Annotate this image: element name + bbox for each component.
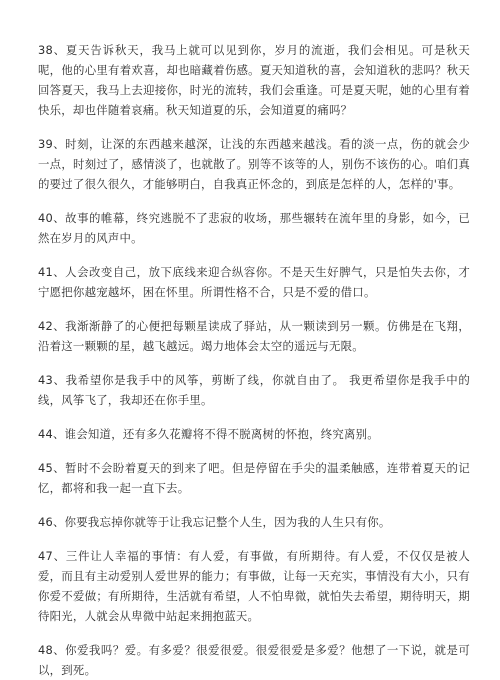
list-item: 41、人会改变自己，放下底线来迎合纵容你。不是天生好脾气，只是怕失去你，才宁愿把你越宠越坏，困在怀里。所谓性格不合，只是不爱的借口。 bbox=[38, 265, 470, 299]
list-item: 42、我渐渐静了的心便把每颗星读成了驿站，从一颗读到另一颗。仿佛是在飞翔，沿着这一颗颗的星，越飞越远。竭力地体会太空的遥远与无限。 bbox=[38, 319, 470, 353]
list-item: 45、暂时不会盼着夏天的到来了吧。但是停留在手尖的温柔触感，连带着夏天的记忆，都将和我一起一直下去。 bbox=[38, 461, 470, 495]
list-item: 48、你爱我吗？爱。有多爱？很爱很爱。很爱很爱是多爱？他想了一下说，就是可以，到死。 bbox=[38, 643, 470, 677]
list-item: 43、我希望你是我手中的风筝，剪断了线，你就自由了。 我更希望你是我手中的线，风筝飞了，我却还在你手里。 bbox=[38, 373, 470, 407]
list-item: 38、夏天告诉秋天，我马上就可以见到你，岁月的流逝，我们会相见。可是秋天呢，他的心里有着欢喜，却也暗藏着伤感。夏天知道秋的喜，会知道秋的悲吗？秋天回答夏天，我马上去迎接你，时光的流转，我们会重逢。可是夏天呢，她的心里有着快乐，却也伴随着哀痛。秋天知道夏的乐，会知道夏的痛吗？ bbox=[38, 43, 470, 117]
list-item: 47、三件让人幸福的事情：有人爱，有事做，有所期待。有人爱，不仅仅是被人爱，而且有主动爱别人爱世界的能力；有事做，让每一天充实，事情没有大小，只有你爱不爱做；有所期待，生活就有希望，人不怕卑微，就怕失去希望，期待明天，期待阳光，人就会从卑微中站起来拥抱蓝天。 bbox=[38, 549, 470, 623]
document-body bbox=[38, 40, 470, 680]
list-item: 40、故事的帷幕，终究逃脱不了悲寂的收场，那些辗转在流年里的身影，如今，已然在岁月的风声中。 bbox=[38, 211, 470, 245]
list-item: 46、你要我忘掉你就等于让我忘记整个人生，因为我的人生只有你。 bbox=[38, 515, 391, 529]
list-item: 39、时刻，让深的东西越来越深，让浅的东西越来越浅。看的淡一点，伤的就会少一点，时刻过了，感情淡了，也就散了。别等不该等的人，别伤不该伤的心。咱们真的要过了很久很久，才能够明白，自我真正怀念的，到底是怎样的人，怎样的'事。 bbox=[38, 137, 470, 191]
list-item: 44、谁会知道，还有多久花瓣将不得不脱离树的怀抱，终究离别。 bbox=[38, 427, 379, 441]
